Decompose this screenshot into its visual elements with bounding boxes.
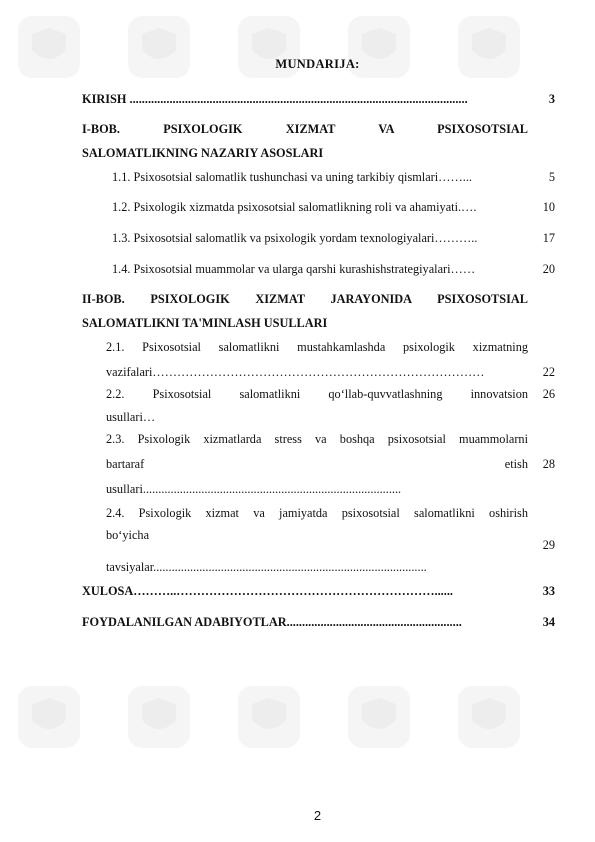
toc-entry-label: 2.2. Psixosotsial salomatlikni qo‘llab-quvvatlashning innovatsion — [106, 387, 528, 401]
toc-entry-label: etish — [504, 457, 528, 471]
watermark-icon — [238, 686, 300, 748]
page-title: MUNDARIJA: — [275, 57, 360, 71]
toc-entry-label: usullari.................................................................................... — [106, 482, 402, 496]
toc-page-number: 20 — [542, 262, 555, 276]
toc-entry-label: 1.1. Psixosotsial salomatlik tushunchasi va uning tarkibiy qismlari……... — [112, 170, 473, 184]
toc-entry-label: vazifalari……………………………………………………………………… — [106, 365, 485, 379]
toc-entry-label: 1.4. Psixosotsial muammolar va ularga qarshi kurashishstrategiyalari…… — [112, 262, 476, 276]
toc-entry-label: XULOSA………..………………………………………………………...... — [82, 584, 453, 598]
toc-page-number: 3 — [548, 92, 555, 106]
toc-entry-label: FOYDALANILGAN ADABIYOTLAR......................................................... — [82, 615, 462, 629]
toc-page-number: 5 — [548, 170, 555, 184]
toc-entry-label: tavsiyalar......................................................................................... — [106, 560, 427, 574]
toc-entry-label: 2.4. Psixologik xizmat va jamiyatda psixosotsial salomatlikni oshirish — [106, 506, 528, 520]
watermark-icon — [348, 686, 410, 748]
toc-page-number: 28 — [542, 457, 555, 471]
watermark-icon — [128, 686, 190, 748]
watermark-icon — [458, 686, 520, 748]
toc-chapter-label: I-BOB. PSIXOLOGIK XIZMAT VA PSIXOSOTSIAL — [82, 122, 528, 136]
watermark-icon — [18, 686, 80, 748]
toc-entry-label: 1.2. Psixologik xizmatda psixosotsial salomatlikning roli va ahamiyati.…. — [112, 200, 477, 214]
toc-page-number: 33 — [542, 584, 555, 598]
toc-page-number: 34 — [542, 615, 555, 629]
toc-page-number: 22 — [542, 365, 555, 379]
toc-entry-label: 1.3. Psixosotsial salomatlik va psixologik yordam texnologiyalari……….. — [112, 231, 478, 245]
toc-entry-label: 2.1. Psixosotsial salomatlikni mustahkamlashda psixologik xizmatning — [106, 340, 528, 354]
toc-entry-label: usullari… — [106, 410, 156, 424]
toc-entry-label: bartaraf — [106, 457, 145, 471]
toc-page-number: 10 — [542, 200, 555, 214]
toc-page-number: 26 — [542, 387, 555, 401]
toc-page-number: 17 — [542, 231, 555, 245]
toc-entry-label: KIRISH .............................................................................................................. — [82, 92, 468, 106]
toc-entry-label: 2.3. Psixologik xizmatlarda stress va boshqa psixosotsial muammolarni — [106, 432, 528, 446]
toc-entry-label: bo‘yicha — [106, 528, 150, 542]
page-number: 2 — [313, 808, 322, 823]
toc-chapter-label: SALOMATLIKNING NAZARIY ASOSLARI — [82, 146, 324, 160]
toc-chapter-label: II-BOB. PSIXOLOGIK XIZMAT JARAYONIDA PSIXOSOTSIAL — [82, 292, 528, 306]
toc-chapter-label: SALOMATLIKNI TA'MINLASH USULLARI — [82, 316, 328, 330]
toc-page-number: 29 — [542, 538, 555, 552]
